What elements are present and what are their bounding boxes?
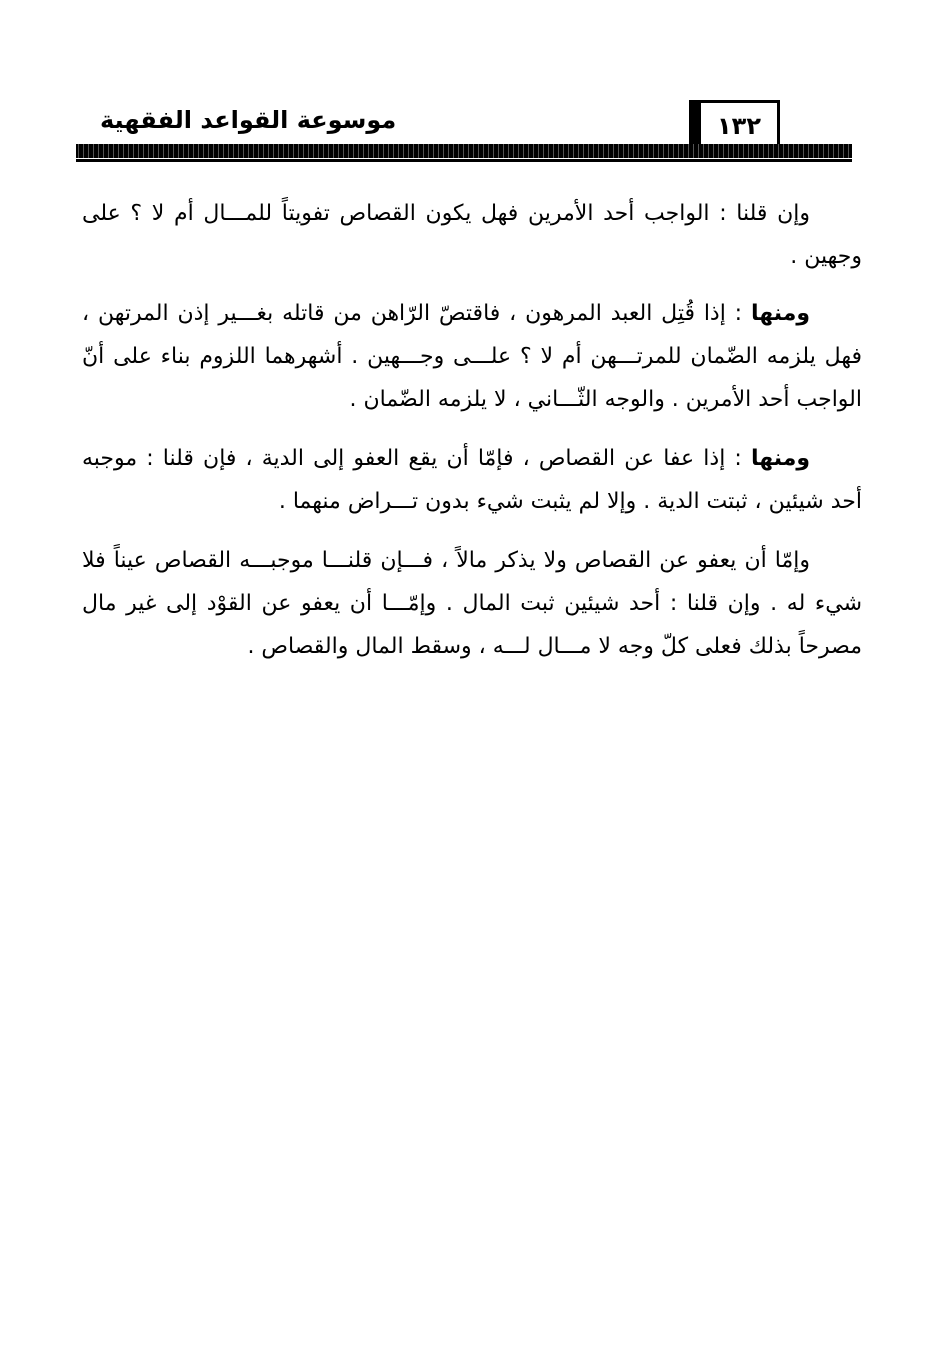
paragraph-text: وإمّا أن يعفو عن القصاص ولا يذكر مالاً ، فـــإن قلنـــا موجبـــه القصاص عيناً فلا شيء له . وإن قلنا : أحد شيئين ثبت المال . وإمّـــا أن يعفو عن القوْد إلى غير مال مصرحاً بذلك فعلى كلّ وجه لا مـــال لـــه ، وسقط المال والقصاص .: [82, 548, 862, 659]
paragraph-text: : إذا قُتِل العبد المرهون ، فاقتصّ الرّاهن من قاتله بغـــير إذن المرتهن ، فهل يلزمه الضّمان للمرتـــهن أم لا ؟ علـــى وجـــهين . أشهرهما اللزوم بناء على أنّ الواجب أحد الأمرين . والوجه الثّـــاني ، لا يلزمه الضّمان .: [82, 301, 862, 412]
running-title: موسوعة القواعد الفقهية: [100, 106, 397, 134]
paragraph: [82, 292, 862, 421]
paragraph-lead: ومنها: [750, 301, 810, 326]
header-rule: [76, 144, 852, 158]
paragraph: [82, 539, 862, 668]
paragraph-lead: ومنها: [750, 446, 810, 471]
paragraph: [82, 437, 862, 523]
body-text: [82, 192, 862, 684]
paragraph-text: وإن قلنا : الواجب أحد الأمرين فهل يكون القصاص تفويتاً للمـــال أم لا ؟ على وجهين .: [82, 201, 862, 269]
page-header: [76, 96, 852, 186]
header-rule-thin: [76, 159, 852, 162]
page-number: ١٣٢: [717, 111, 761, 140]
paragraph: [82, 192, 862, 278]
page-number-box: [698, 100, 780, 148]
paragraph-text: : إذا عفا عن القصاص ، فإمّا أن يقع العفو إلى الدية ، فإن قلنا : موجبه أحد شيئين ، ثبتت الدية . وإلا لم يثبت شيء بدون تـــراض منهما .: [82, 446, 862, 514]
